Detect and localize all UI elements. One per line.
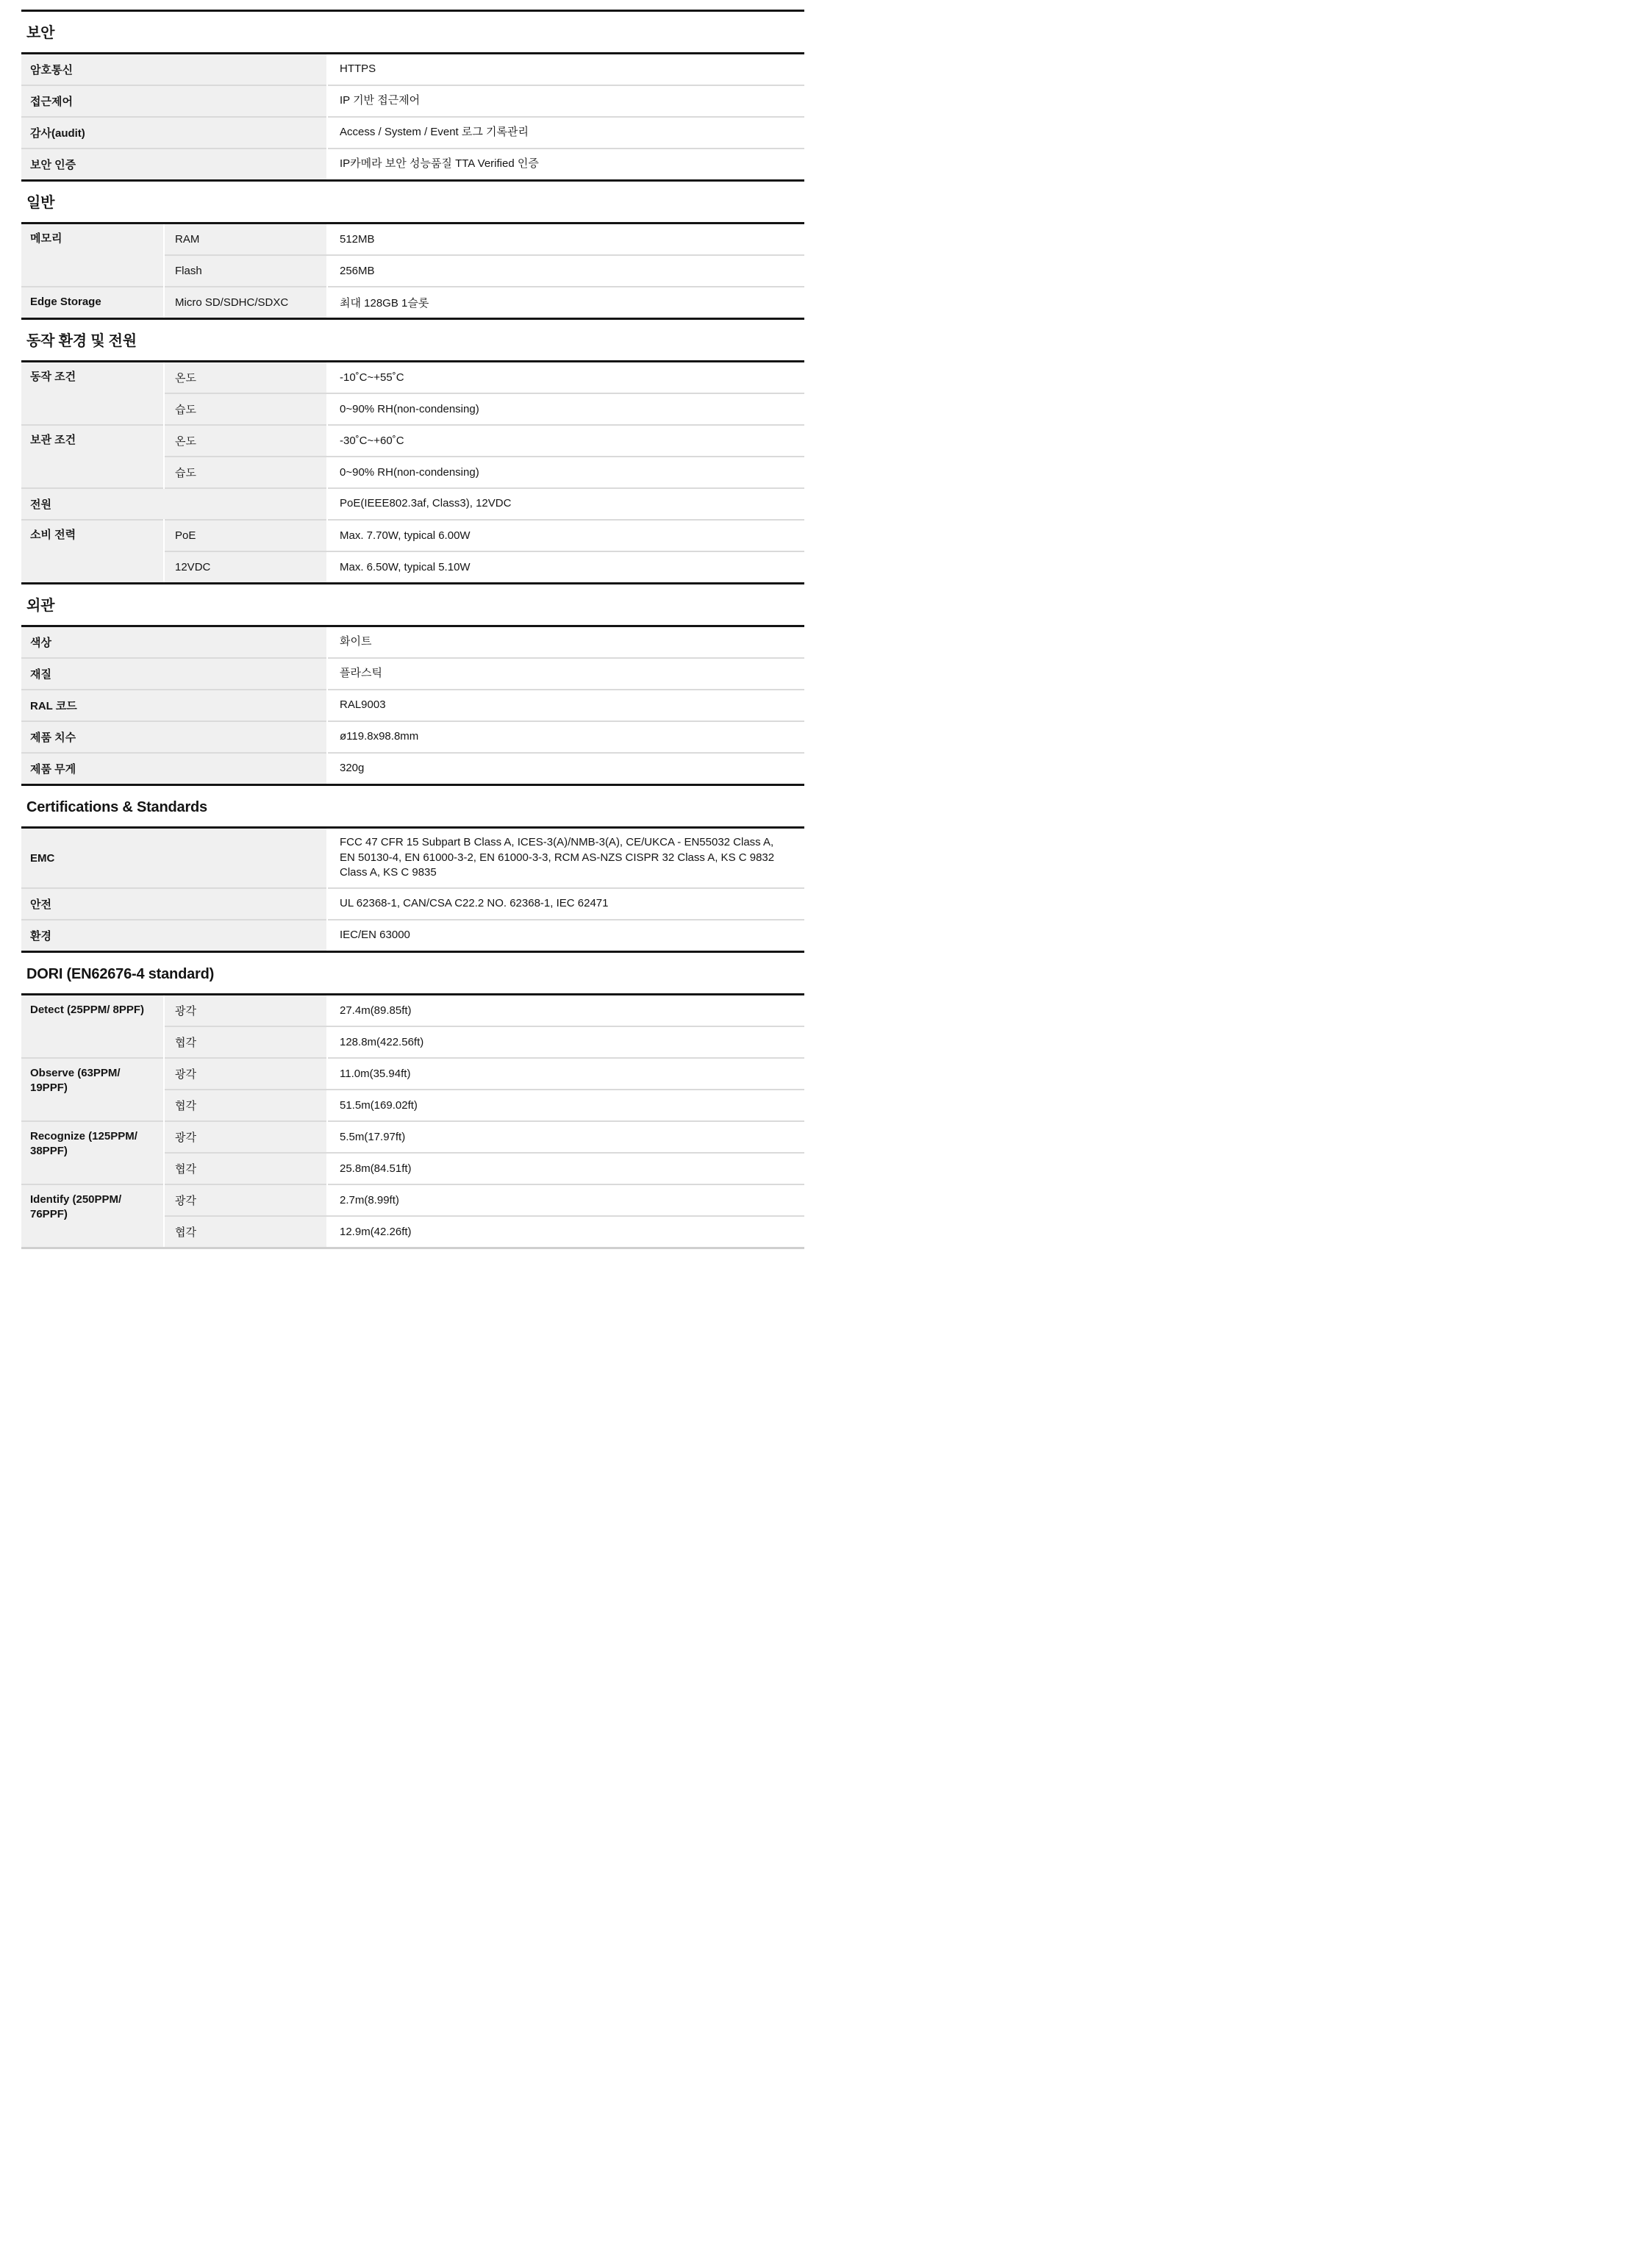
subrow-value: 12.9m(42.26ft) xyxy=(340,1226,412,1239)
table-subrow xyxy=(165,1090,804,1120)
table-general xyxy=(21,222,804,320)
table-row xyxy=(21,920,804,951)
table-subrow xyxy=(165,1059,804,1089)
subrow-label: PoE xyxy=(165,521,326,551)
table-subrow xyxy=(165,521,804,551)
table-row xyxy=(21,754,804,784)
section-title-general: 일반 xyxy=(26,195,55,211)
table-row xyxy=(21,889,804,919)
subrow-label: RAM xyxy=(165,224,326,254)
subrow-label: Micro SD/SDHC/SDXC xyxy=(165,287,326,318)
table-subrow xyxy=(165,457,804,487)
row-label: 보안 인증 xyxy=(21,149,326,179)
table-row xyxy=(21,659,804,689)
row-value: IP카메라 보안 성능품질 TTA Verified 인증 xyxy=(340,157,539,171)
section-title-appearance: 외관 xyxy=(26,598,55,614)
table-row xyxy=(21,118,804,148)
subrow-label: 습도 xyxy=(165,457,326,487)
subrow-label: 협각 xyxy=(165,1154,326,1184)
group-label: 메모리 xyxy=(21,224,163,286)
row-value: UL 62368-1, CAN/CSA C22.2 NO. 62368-1, IEC 62471 xyxy=(340,897,609,910)
row-label: 감사(audit) xyxy=(21,118,326,148)
subrow-label: 온도 xyxy=(165,426,326,456)
table-subrow xyxy=(165,1122,804,1152)
table-dori xyxy=(21,993,804,1249)
row-label: 전원 xyxy=(21,489,326,519)
group-label: 동작 조건 xyxy=(21,362,163,424)
row-label: 접근제어 xyxy=(21,86,326,116)
subrow-value: Max. 7.70W, typical 6.00W xyxy=(340,529,471,542)
table-subrow xyxy=(165,256,804,286)
group-label: Recognize (125PPM/ 38PPF) xyxy=(21,1122,163,1184)
subrow-value: 2.7m(8.99ft) xyxy=(340,1194,399,1207)
row-value: FCC 47 CFR 15 Subpart B Class A, ICES-3(A)/NMB-3(A), CE/UKCA - EN55032 Class A, EN 50130-4, EN 61000-3-2, EN 61000-3-3, RCM AS-NZS CISPR 32 Class A, KS C 9832 Class A, KS C 9835 xyxy=(340,836,775,879)
table-subrow xyxy=(165,287,804,318)
table-row-group xyxy=(21,1059,804,1120)
subrow-label: 광각 xyxy=(165,1122,326,1152)
row-label: 환경 xyxy=(21,920,326,951)
subrow-label: 협각 xyxy=(165,1217,326,1247)
table-row-group xyxy=(21,521,804,582)
table-row-group xyxy=(21,1122,804,1184)
subrow-value: 256MB xyxy=(340,265,375,277)
row-label: 제품 치수 xyxy=(21,722,326,752)
table-row xyxy=(21,722,804,752)
group-label: Observe (63PPM/ 19PPF) xyxy=(21,1059,163,1120)
subrow-label: 광각 xyxy=(165,1059,326,1089)
row-value: ø119.8x98.8mm xyxy=(340,730,419,743)
subrow-label: 광각 xyxy=(165,1185,326,1215)
table-subrow xyxy=(165,1217,804,1247)
group-label: 보관 조건 xyxy=(21,426,163,487)
subrow-value: 11.0m(35.94ft) xyxy=(340,1068,411,1081)
table-subrow xyxy=(165,362,804,393)
table-subrow xyxy=(165,394,804,424)
row-value: IP 기반 접근제어 xyxy=(340,94,421,107)
row-label: RAL 코드 xyxy=(21,690,326,721)
row-value: 플라스틱 xyxy=(340,667,382,680)
table-security xyxy=(21,52,804,182)
subrow-label: 협각 xyxy=(165,1027,326,1057)
table-row xyxy=(21,627,804,657)
table-subrow xyxy=(165,995,804,1026)
row-label: 제품 무게 xyxy=(21,754,326,784)
table-row-group xyxy=(21,287,804,318)
table-row xyxy=(21,86,804,116)
subrow-label: 광각 xyxy=(165,995,326,1026)
subrow-label: Flash xyxy=(165,256,326,286)
table-subrow xyxy=(165,224,804,254)
group-label: Edge Storage xyxy=(21,287,163,318)
group-label: Identify (250PPM/ 76PPF) xyxy=(21,1185,163,1247)
subrow-value: 51.5m(169.02ft) xyxy=(340,1099,418,1112)
row-label: 암호통신 xyxy=(21,54,326,85)
section-title-dori: DORI (EN62676-4 standard) xyxy=(26,966,215,983)
spec-sheet-page xyxy=(0,0,826,1279)
table-subrow xyxy=(165,426,804,456)
table-subrow xyxy=(165,1027,804,1057)
table-row xyxy=(21,829,804,887)
row-value: Access / System / Event 로그 기록관리 xyxy=(340,126,529,139)
row-value: RAL9003 xyxy=(340,698,386,712)
subrow-value: Max. 6.50W, typical 5.10W xyxy=(340,561,471,573)
subrow-value: 0~90% RH(non-condensing) xyxy=(340,466,479,479)
row-value: PoE(IEEE802.3af, Class3), 12VDC xyxy=(340,497,512,510)
subrow-label: 습도 xyxy=(165,394,326,424)
subrow-value: 0~90% RH(non-condensing) xyxy=(340,403,479,415)
table-subrow xyxy=(165,552,804,582)
subrow-value: 128.8m(422.56ft) xyxy=(340,1036,424,1049)
subrow-value: 512MB xyxy=(340,233,375,246)
group-label: Detect (25PPM/ 8PPF) xyxy=(21,995,163,1057)
row-label: 안전 xyxy=(21,889,326,919)
section-title-environment: 동작 환경 및 전원 xyxy=(26,333,137,349)
table-subrow xyxy=(165,1185,804,1215)
table-row xyxy=(21,690,804,721)
table-row-group xyxy=(21,224,804,286)
row-label: 재질 xyxy=(21,659,326,689)
row-value: IEC/EN 63000 xyxy=(340,929,410,942)
row-value: HTTPS xyxy=(340,62,376,76)
row-label: 색상 xyxy=(21,627,326,657)
subrow-label: 온도 xyxy=(165,362,326,393)
group-label: 소비 전력 xyxy=(21,521,163,582)
table-appearance xyxy=(21,625,804,786)
section-title-security: 보안 xyxy=(26,25,55,41)
table-row-group xyxy=(21,995,804,1057)
top-rule xyxy=(21,10,804,12)
table-subrow xyxy=(165,1154,804,1184)
subrow-value: -10˚C~+55˚C xyxy=(340,371,404,384)
table-row-group xyxy=(21,426,804,487)
row-value: 320g xyxy=(340,762,365,775)
table-row-group xyxy=(21,362,804,424)
table-row xyxy=(21,54,804,85)
subrow-value: 27.4m(89.85ft) xyxy=(340,1004,412,1018)
section-title-certifications: Certifications & Standards xyxy=(26,799,207,815)
subrow-value: 최대 128GB 1슬롯 xyxy=(340,297,429,310)
table-row-group xyxy=(21,1185,804,1247)
row-label: EMC xyxy=(21,829,326,887)
table-environment xyxy=(21,360,804,584)
subrow-value: -30˚C~+60˚C xyxy=(340,435,404,447)
subrow-label: 12VDC xyxy=(165,552,326,582)
table-row xyxy=(21,149,804,179)
table-certifications xyxy=(21,826,804,953)
subrow-label: 협각 xyxy=(165,1090,326,1120)
row-value: 화이트 xyxy=(340,635,372,648)
subrow-value: 5.5m(17.97ft) xyxy=(340,1131,406,1144)
subrow-value: 25.8m(84.51ft) xyxy=(340,1162,412,1176)
table-row xyxy=(21,489,804,519)
